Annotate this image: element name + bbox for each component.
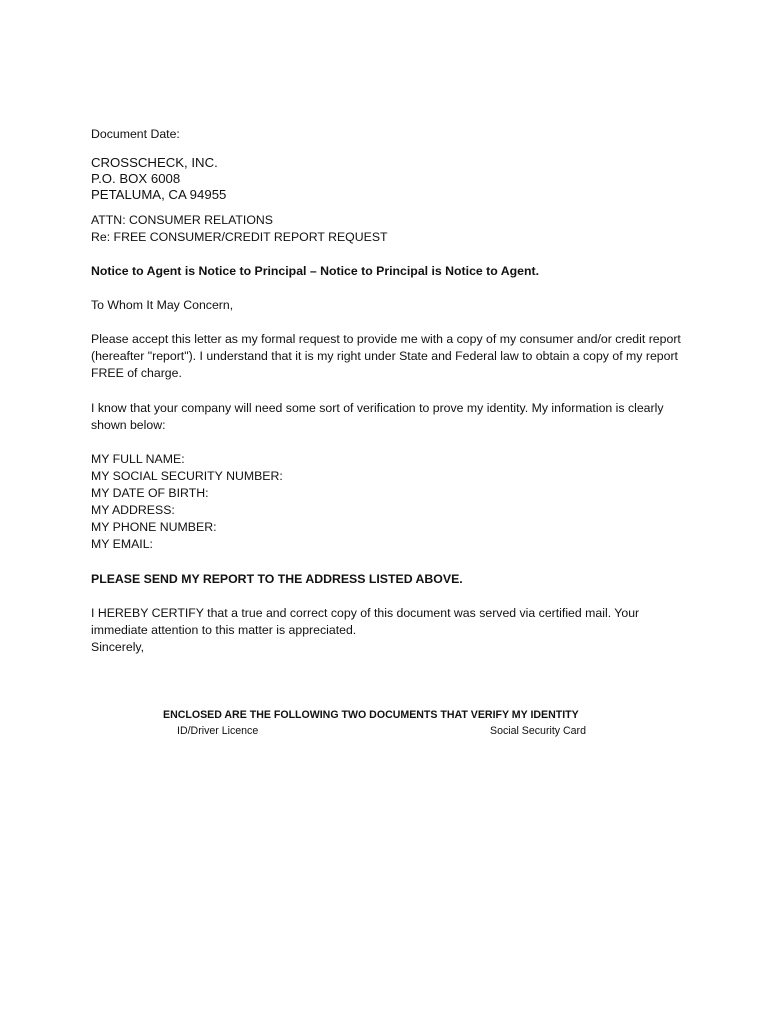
- request-paragraph: Please accept this letter as my formal request to provide me with a copy of my consumer and/or credit report (hereafter "report"). I understand that it is my right under State and Federal law to obtain a copy of my report FREE of charge.: [91, 332, 681, 380]
- recipient-po-box: P.O. BOX 6008: [91, 171, 181, 186]
- salutation: To Whom It May Concern,: [91, 298, 234, 312]
- closing: Sincerely,: [91, 640, 145, 654]
- send-instruction: PLEASE SEND MY REPORT TO THE ADDRESS LISTED ABOVE.: [91, 572, 463, 586]
- verification-paragraph: I know that your company will need some sort of verification to prove my identity. My information is clearly shown below:: [91, 401, 664, 432]
- enclosed-item-id: ID/Driver Licence: [177, 725, 259, 737]
- document-date-label: Document Date:: [91, 127, 180, 141]
- enclosed-documents-title: ENCLOSED ARE THE FOLLOWING TWO DOCUMENTS THAT VERIFY MY IDENTITY: [163, 709, 579, 721]
- enclosed-item-ssn-card: Social Security Card: [490, 725, 586, 737]
- recipient-city-state-zip: PETALUMA, CA 94955: [91, 187, 227, 202]
- info-field-email: MY EMAIL:: [91, 537, 153, 551]
- certify-paragraph: I HEREBY CERTIFY that a true and correct copy of this document was served via certified mail. Your immediate attention to this matter is appreciated.: [91, 606, 640, 637]
- notice-statement: Notice to Agent is Notice to Principal – Notice to Principal is Notice to Agent.: [91, 264, 539, 278]
- info-field-ssn: MY SOCIAL SECURITY NUMBER:: [91, 469, 283, 483]
- recipient-name: CROSSCHECK, INC.: [91, 155, 218, 170]
- attn-line: ATTN: CONSUMER RELATIONS: [91, 213, 273, 227]
- re-line: Re: FREE CONSUMER/CREDIT REPORT REQUEST: [91, 230, 388, 244]
- info-field-address: MY ADDRESS:: [91, 503, 175, 517]
- info-field-full-name: MY FULL NAME:: [91, 452, 185, 466]
- info-field-phone: MY PHONE NUMBER:: [91, 520, 217, 534]
- info-field-date-of-birth: MY DATE OF BIRTH:: [91, 486, 209, 500]
